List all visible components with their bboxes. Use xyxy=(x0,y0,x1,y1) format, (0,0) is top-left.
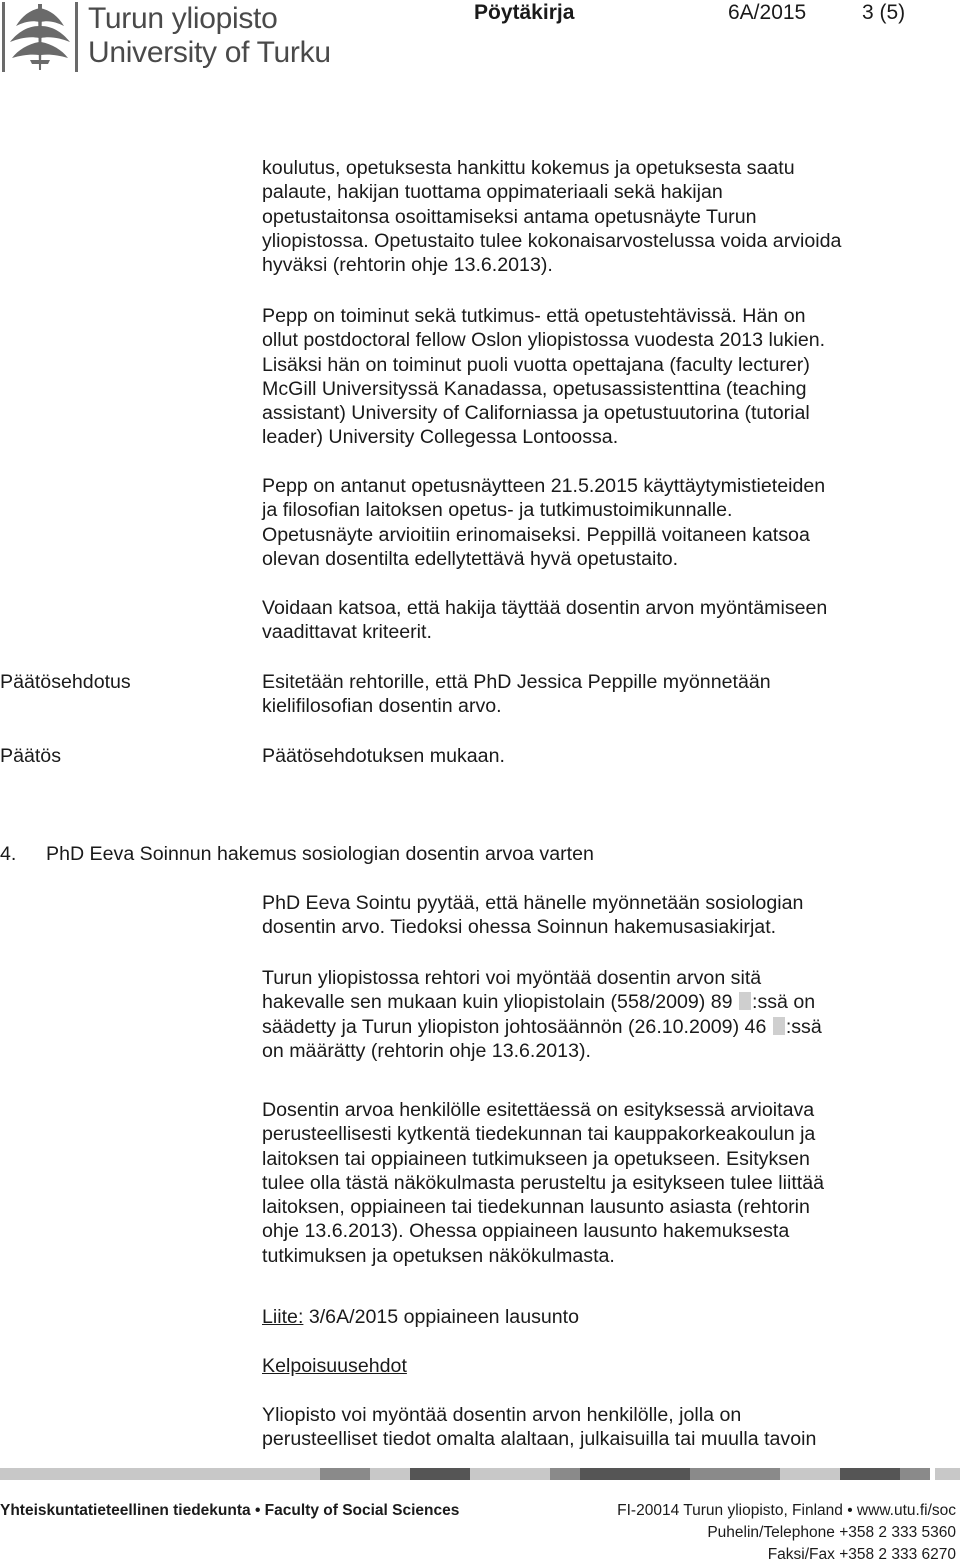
logo-wordmark xyxy=(88,2,331,70)
text-line: ohje 13.6.2013). Ohessa oppiaineen lausunto hakemuksesta xyxy=(262,1220,790,1243)
label-decision: Päätös xyxy=(0,745,62,767)
attachment-line xyxy=(262,1305,942,1329)
proposal-text xyxy=(262,670,942,719)
label-proposal: Päätösehdotus xyxy=(0,671,131,693)
subheading-text: Kelpoisuusehdot xyxy=(262,1355,407,1377)
footer-phone: Puhelin/Telephone +358 2 333 5360 xyxy=(707,1524,956,1541)
subheading-eligibility xyxy=(262,1354,942,1378)
text-line: laitoksen, oppiaineen tai tiedekunnan lausunto asiasta (rehtorin xyxy=(262,1196,810,1219)
text-line: Pepp on toiminut sekä tutkimus- että opetustehtävissä. Hän on xyxy=(262,305,806,327)
text-line: on määrätty (rehtorin ohje 13.6.2013). xyxy=(262,1039,591,1062)
university-logo xyxy=(0,0,331,76)
bar-segment xyxy=(780,1468,840,1480)
text-line: assistant) University of Californiassa ja opetustuutorina (tutorial xyxy=(262,402,810,425)
text-segment: hakevalle sen mukaan kuin yliopistolain (558/2009) 89 xyxy=(262,991,733,1014)
text-line: tulee olla tästä näkökulmasta perusteltu ja esitykseen tulee liittää xyxy=(262,1171,825,1194)
text-line: kielifilosofian dosentin arvo. xyxy=(262,695,502,718)
text-line: perusteelliset tiedot omalta alaltaan, julkaisuilla tai muulla tavoin xyxy=(262,1428,817,1451)
paragraph-legal-basis xyxy=(262,966,942,1063)
text-line: palaute, hakijan tuottama oppimateriaali sekä hakijan xyxy=(262,181,723,204)
footer-fax: Faksi/Fax +358 2 333 6270 xyxy=(767,1546,956,1563)
text-line: olevan dosentilta edellytettävä hyvä opetustaito. xyxy=(262,547,679,570)
paragraph-application xyxy=(262,891,942,940)
text-line: koulutus, opetuksesta hankittu kokemus ja opetuksesta saatu xyxy=(262,157,795,179)
footer-address: FI-20014 Turun yliopisto, Finland • www.utu.fi/soc xyxy=(617,1502,956,1519)
section-number: 4. xyxy=(0,843,17,865)
bar-segment xyxy=(935,1468,960,1480)
section-sign-placeholder xyxy=(773,1017,785,1035)
paragraph-experience xyxy=(262,304,942,450)
logo-line-english: University of Turku xyxy=(88,36,331,69)
bar-segment xyxy=(690,1468,780,1480)
text-line: laitoksen tai oppiaineen tutkimukseen ja opetukseen. Esityksen xyxy=(262,1147,810,1170)
paragraph-teaching-criteria xyxy=(262,156,942,277)
text-segment: säädetty ja Turun yliopiston johtosäännön (26.10.2009) 46 xyxy=(262,1015,767,1038)
text-line: Pepp on antanut opetusnäytteen 21.5.2015 käyttäytymistieteiden xyxy=(262,475,826,497)
text-line: Turun yliopistossa rehtori voi myöntää dosentin arvon sitä xyxy=(262,967,762,989)
text-line: Dosentin arvoa henkilölle esitettäessä on esityksessä arvioitava xyxy=(262,1099,815,1121)
section-heading xyxy=(0,842,594,866)
bar-segment xyxy=(0,1468,320,1480)
text-line: opetustaitonsa osoittamiseksi antama opetusnäyte Turun xyxy=(262,205,757,228)
footer-divider-bar xyxy=(0,1468,960,1480)
text-line: Opetusnäyte arvioitiin erinomaiseksi. Peppillä voitaneen katsoa xyxy=(262,523,810,546)
decision-text xyxy=(262,744,942,768)
text-line: Päätösehdotuksen mukaan. xyxy=(262,745,505,767)
paragraph-evaluation xyxy=(262,1098,942,1268)
section-sign-placeholder xyxy=(739,992,751,1010)
text-line xyxy=(262,990,942,1014)
logo-line-finnish: Turun yliopisto xyxy=(88,2,278,35)
text-line: Voidaan katsoa, että hakija täyttää dosentin arvon myöntämiseen xyxy=(262,597,828,619)
bar-segment xyxy=(840,1468,900,1480)
page-header xyxy=(0,0,960,80)
text-line: dosentin arvo. Tiedoksi ohessa Soinnun hakemusasiakirjat. xyxy=(262,916,777,939)
text-segment: :ssä xyxy=(785,1015,822,1038)
footer-contact xyxy=(617,1500,956,1566)
paragraph-eligibility xyxy=(262,1403,942,1452)
text-line: ja filosofian laitoksen opetus- ja tutkimustoimikunnalle. xyxy=(262,499,733,522)
page-number: 3 (5) xyxy=(862,1,906,24)
torch-emblem-icon xyxy=(0,0,80,76)
bar-segment xyxy=(320,1468,370,1480)
text-line: PhD Eeva Sointu pyytää, että hänelle myönnetään sosiologian xyxy=(262,892,804,914)
paragraph-criteria-met xyxy=(262,596,942,645)
text-line: hyväksi (rehtorin ohje 13.6.2013). xyxy=(262,254,553,277)
text-line: yliopistossa. Opetustaito tulee kokonaisarvostelussa voida arvioida xyxy=(262,229,842,252)
attachment-text: 3/6A/2015 oppiaineen lausunto xyxy=(303,1306,580,1328)
attachment-label: Liite: xyxy=(262,1306,304,1328)
text-line: vaadittavat kriteerit. xyxy=(262,621,432,644)
bar-segment xyxy=(900,1468,930,1480)
footer-faculty: Yhteiskuntatieteellinen tiedekunta • Faculty of Social Sciences xyxy=(0,1502,460,1519)
text-line xyxy=(262,1015,942,1039)
bar-segment xyxy=(470,1468,550,1480)
bar-segment xyxy=(550,1468,580,1480)
document-type: Pöytäkirja xyxy=(474,1,575,24)
bar-segment xyxy=(410,1468,470,1480)
bar-segment xyxy=(580,1468,690,1480)
text-line: leader) University Collegessa Lontoossa. xyxy=(262,426,619,449)
text-line: Yliopisto voi myöntää dosentin arvon henkilölle, jolla on xyxy=(262,1404,742,1426)
section-title: PhD Eeva Soinnun hakemus sosiologian dosentin arvoa varten xyxy=(46,843,594,865)
paragraph-teaching-demo xyxy=(262,474,942,571)
text-line: tutkimuksen ja opetuksen näkökulmasta. xyxy=(262,1244,615,1267)
text-line: Esitetään rehtorille, että PhD Jessica Peppille myönnetään xyxy=(262,671,771,693)
text-line: ollut postdoctoral fellow Oslon yliopistossa vuodesta 2013 lukien. xyxy=(262,329,826,352)
text-line: Lisäksi hän on toiminut puoli vuotta opettajana (faculty lecturer) xyxy=(262,353,810,376)
text-line: perusteellisesti kytkentä tiedekunnan tai kauppakorkeakoulun ja xyxy=(262,1123,816,1146)
bar-segment xyxy=(370,1468,410,1480)
text-line: McGill Universityssä Kanadassa, opetusassistenttina (teaching xyxy=(262,377,807,400)
document-number: 6A/2015 xyxy=(728,1,807,24)
text-segment: :ssä on xyxy=(752,991,816,1014)
